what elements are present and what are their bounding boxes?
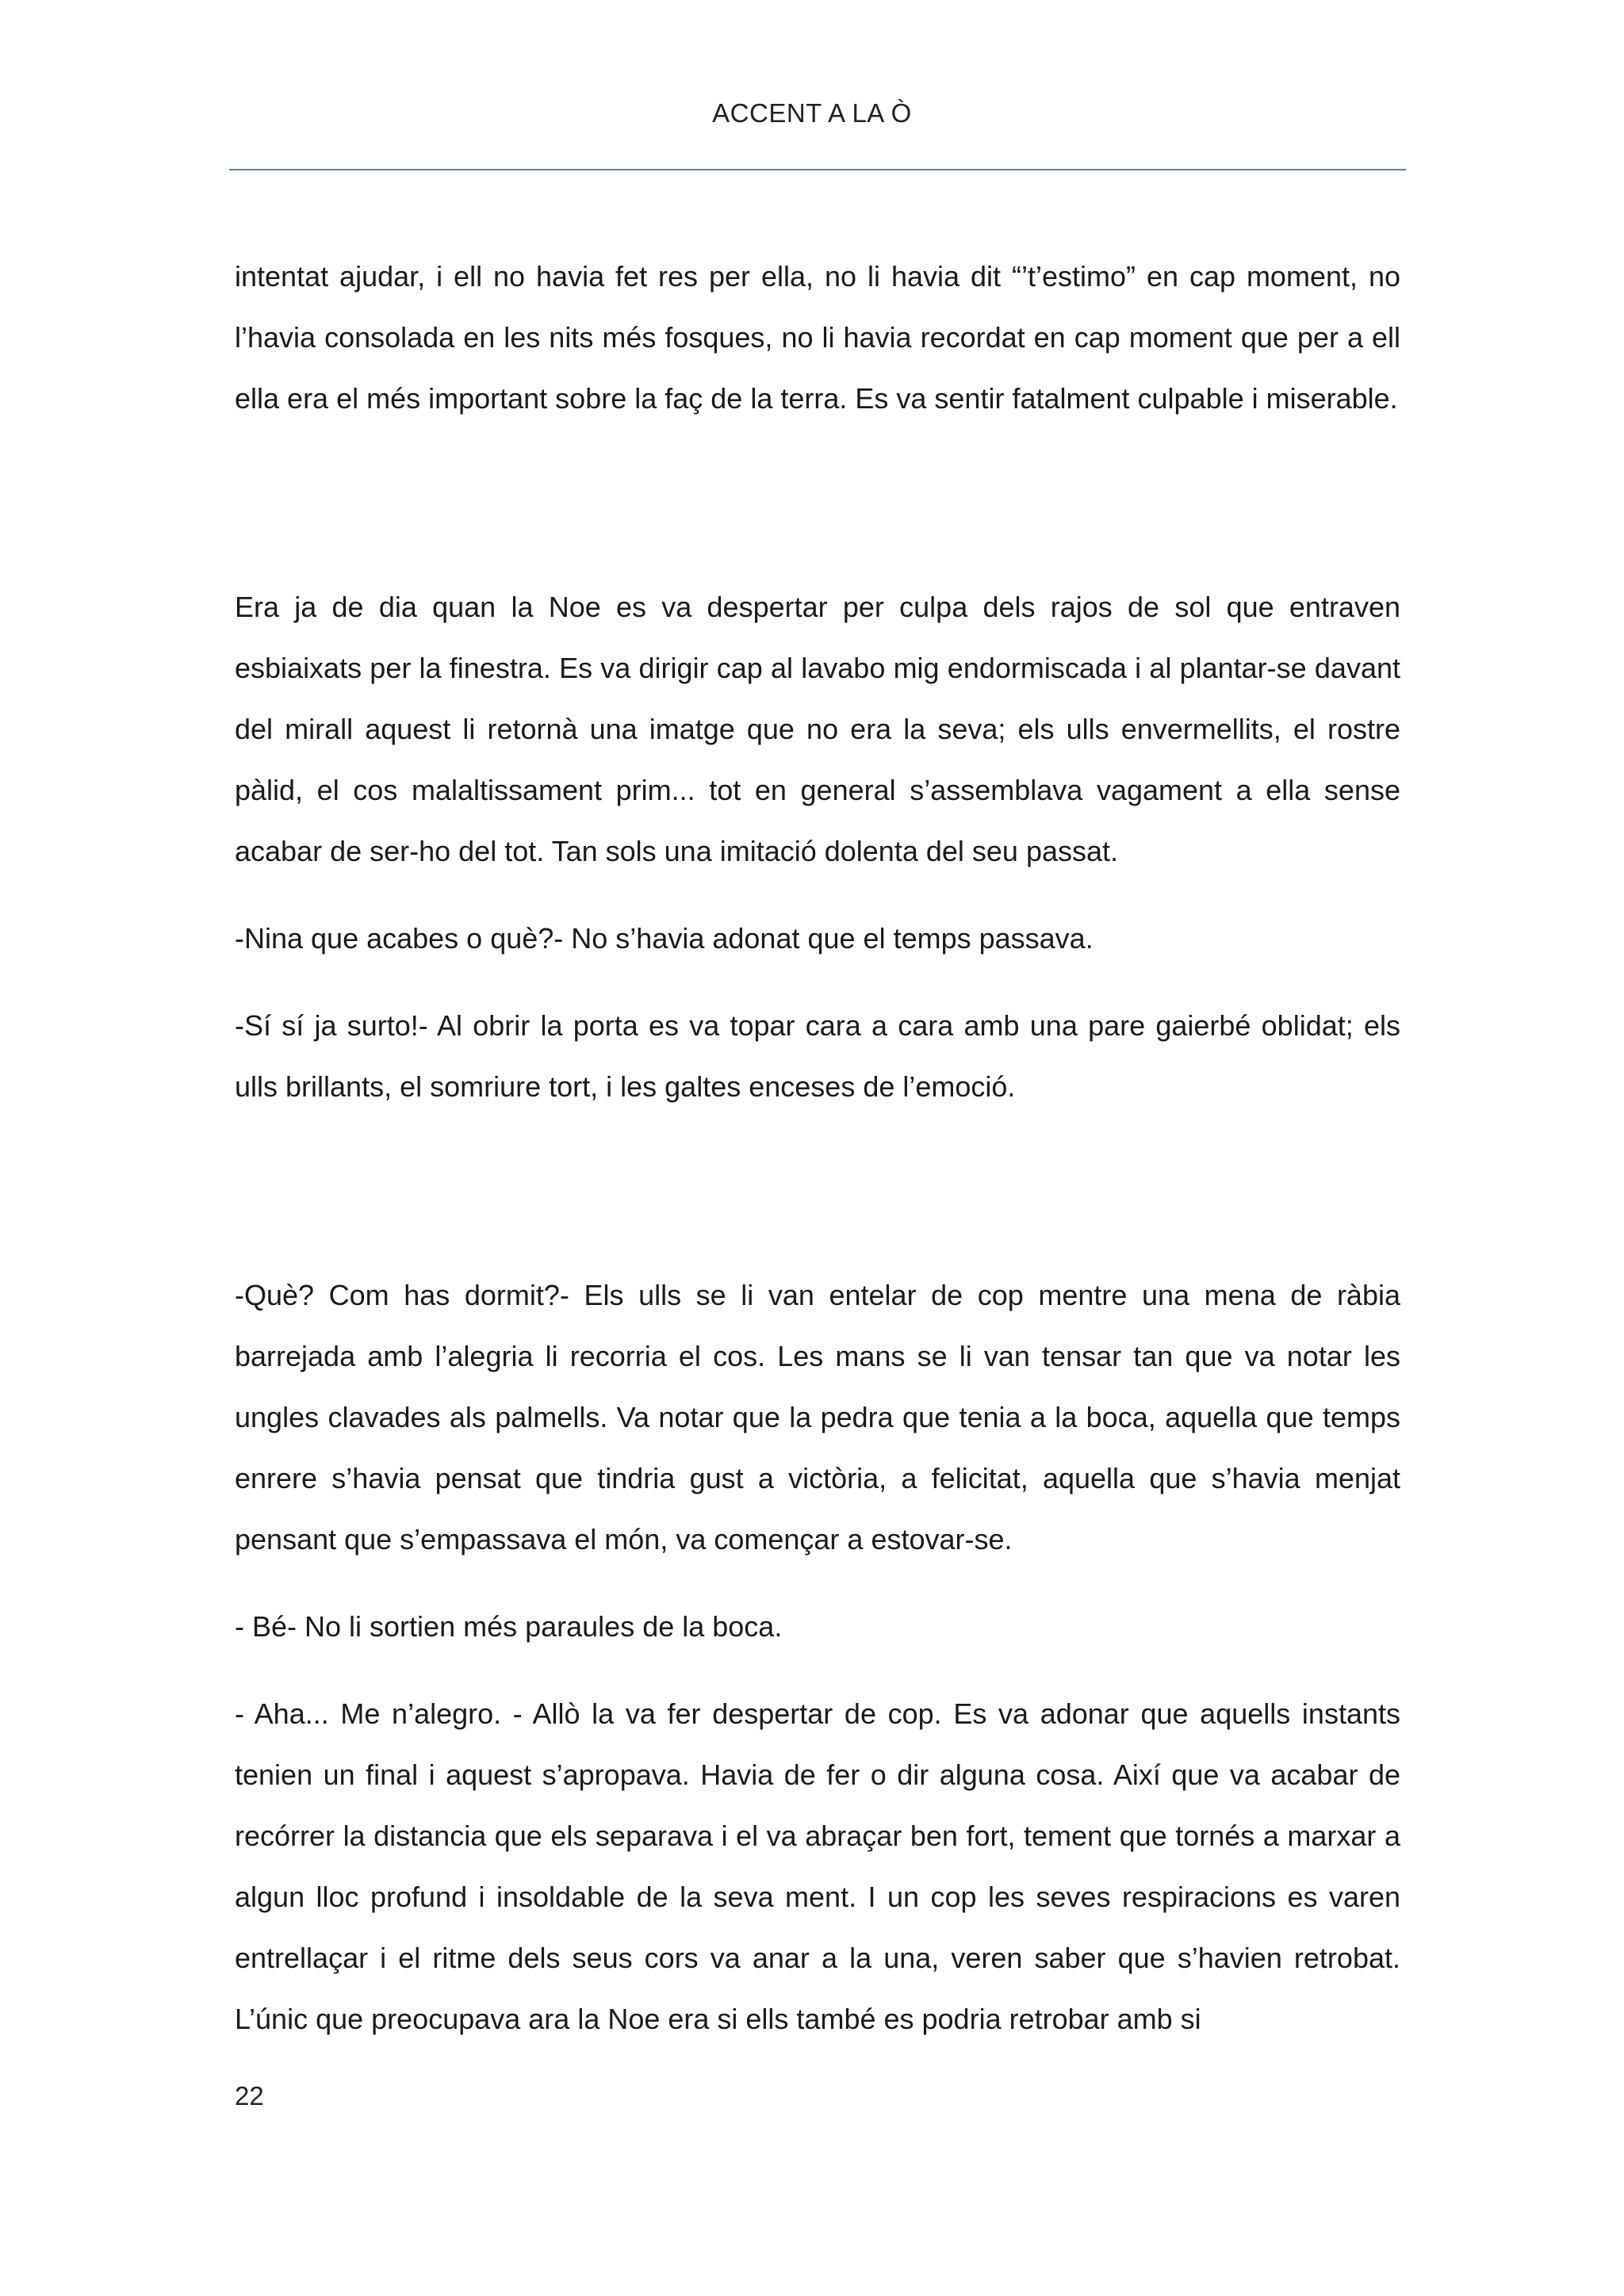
dialogue-paragraph: -Sí sí ja surto!- Al obrir la porta es va topar cara a cara amb una pare gaierbé oblidat; els ulls brillants, el somriure tort, i les galtes enceses de l’emoció. <box>235 1009 1400 1103</box>
paragraph: intentat ajudar, i ell no havia fet res per ella, no li havia dit “’t’estimo” en cap moment, no l’havia consolada en les nits més fosques, no li havia recordat en cap moment que per a ell ella era el més important sobre la faç de la terra. Es va sentir fatalment culpable i miserable. <box>235 260 1400 415</box>
header-rule <box>229 169 1406 170</box>
dialogue-paragraph: - Aha... Me n’alegro. - Allò la va fer despertar de cop. Es va adonar que aquells instants tenien un final i aquest s’apropava. Havia de fer o dir alguna cosa. Així que va acabar de recórrer la distancia que els separava i el va abraçar ben fort, tement que tornés a marxar a algun lloc profund i insoldable de la seva ment. I un cop les seves respiracions es varen entrellaçar i el ritme dels seus cors va anar a la una, veren saber que s’havien retrobat. L’únic que preocupava ara la Noe era si ells també es podria retrobar amb si <box>235 1697 1400 2035</box>
body-text <box>235 246 1400 2049</box>
dialogue-paragraph: -Què? Com has dormit?- Els ulls se li van entelar de cop mentre una mena de ràbia barrejada amb l’alegria li recorria el cos. Les mans se li van tensar tan que va notar les ungles clavades als palmells. Va notar que la pedra que tenia a la boca, aquella que temps enrere s’havia pensat que tindria gust a victòria, a felicitat, aquella que s’havia menjat pensant que s’empassava el món, va començar a estovar-se. <box>235 1279 1400 1556</box>
paragraph: Era ja de dia quan la Noe es va despertar per culpa dels rajos de sol que entraven esbiaixats per la finestra. Es va dirigir cap al lavabo mig endormiscada i al plantar-se davant del mirall aquest li retornà una imatge que no era la seva; els ulls envermellits, el rostre pàlid, el cos malaltissament prim... tot en general s’assemblava vagament a ella sense acabar de ser-ho del tot. Tan sols una imitació dolenta del seu passat. <box>235 591 1400 867</box>
page-number: 22 <box>235 2081 264 2110</box>
dialogue-paragraph: -Nina que acabes o què?- No s’havia adonat que el temps passava. <box>235 922 1094 955</box>
dialogue-paragraph: - Bé- No li sortien més paraules de la boca. <box>235 1610 783 1643</box>
running-header: ACCENT A LA Ò <box>712 98 912 128</box>
